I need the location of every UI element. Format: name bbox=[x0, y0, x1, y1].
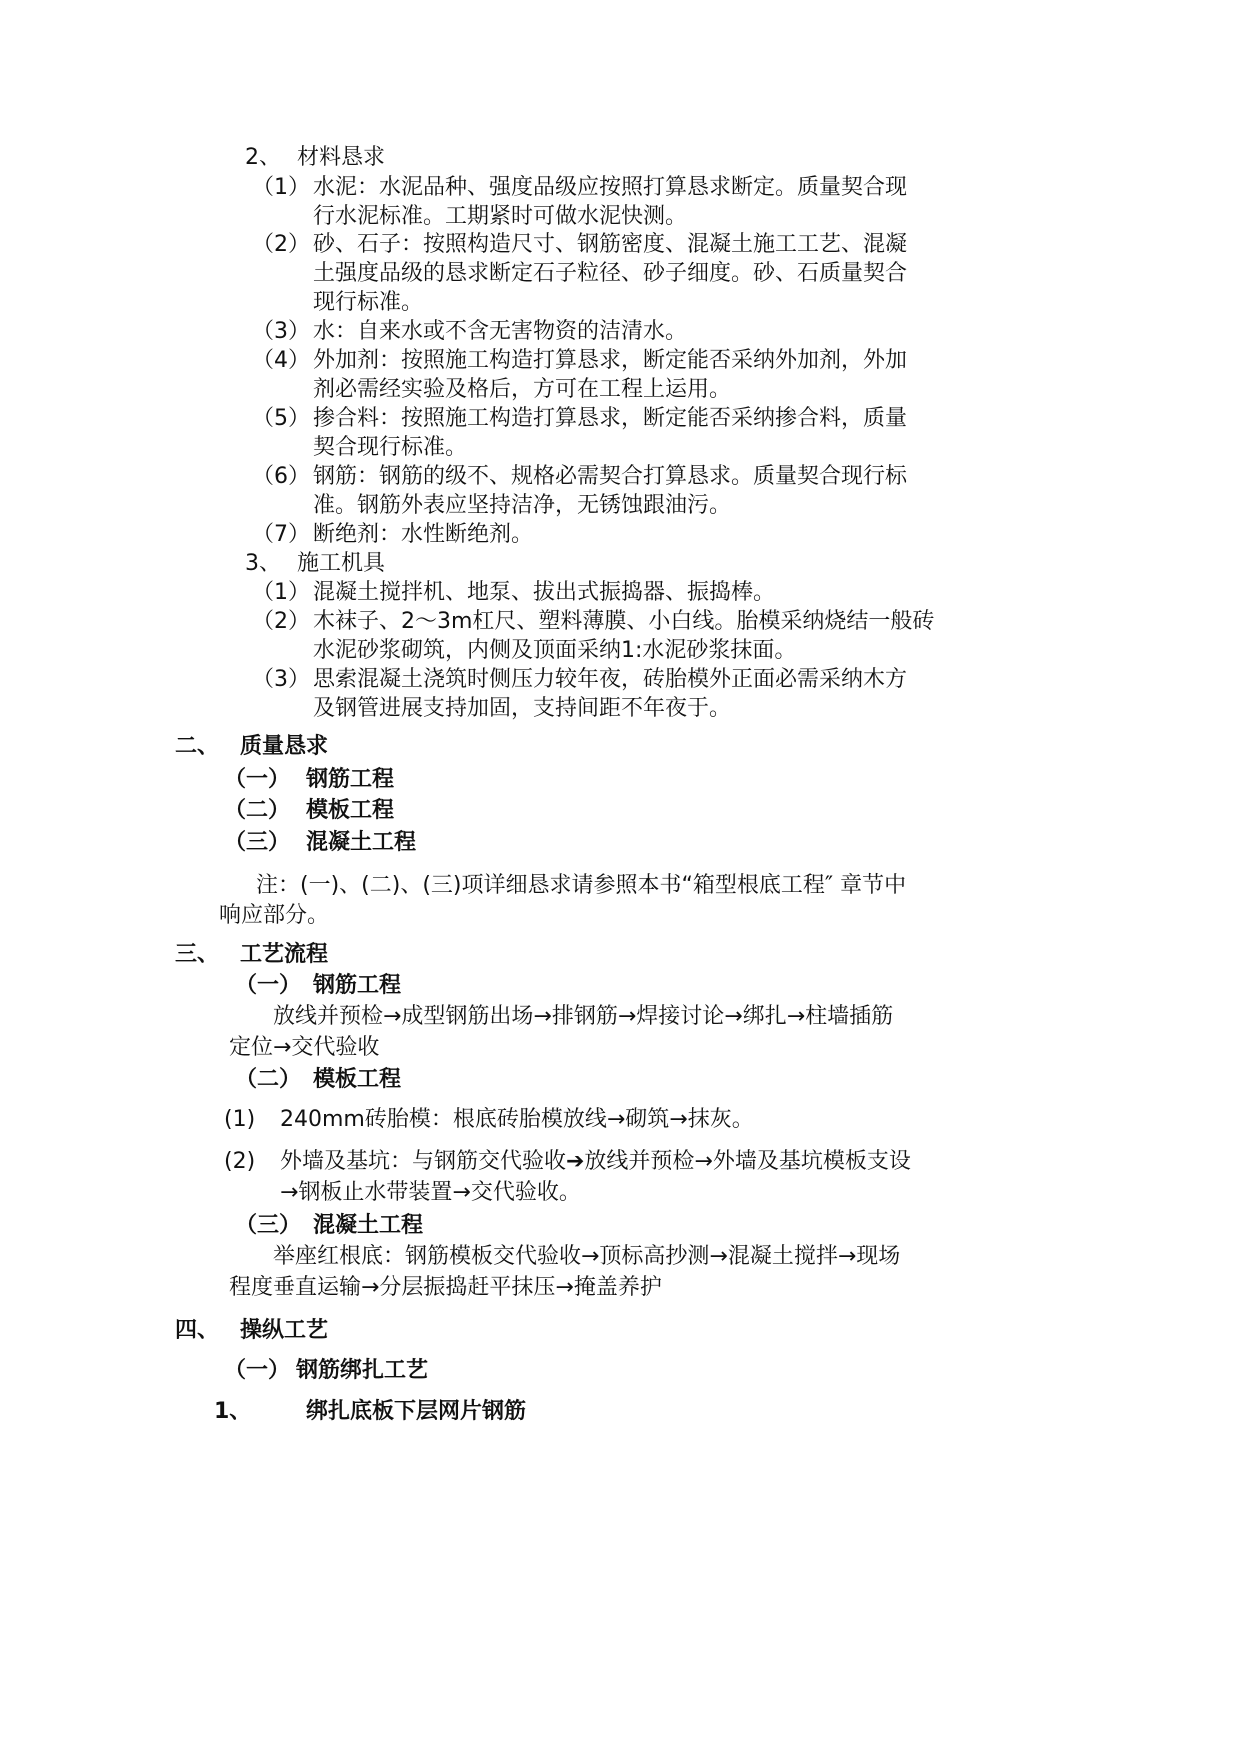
process-formwork-number: （二） bbox=[235, 1067, 302, 1092]
materials-item-text: 外加剂：按照施工构造打算恳求，断定能否采纳外加剂，外加 bbox=[313, 348, 908, 373]
process-concrete-flow: 程度垂直运输→分层振捣赶平抹压→掩盖养护 bbox=[229, 1275, 662, 1300]
process-concrete-number: （三） bbox=[235, 1213, 302, 1238]
process-concrete-flow: 举座红根底：钢筋模板交代验收→顶标高抄测→混凝土搅拌→现场 bbox=[273, 1244, 901, 1269]
materials-item-text: 剂必需经实验及格后，方可在工程上运用。 bbox=[313, 377, 732, 402]
materials-item-text: 土强度品级的恳求断定石子粒径、砂子细度。砂、石质量契合 bbox=[313, 261, 908, 286]
materials-item-text: 水：自来水或不含无害物资的洁清水。 bbox=[313, 319, 688, 344]
operation-step-label: 绑扎底板下层网片钢筋 bbox=[306, 1399, 527, 1424]
tools-item-number: （3） bbox=[252, 667, 310, 692]
process-rebar-label: 钢筋工程 bbox=[313, 973, 402, 998]
quality-item-number: （一） bbox=[224, 767, 291, 792]
process-rebar-flow: 定位→交代验收 bbox=[229, 1035, 380, 1060]
quality-note-text: 注：(一)、(二)、(三)项详细恳求请参照本书“箱型根底工程″ 章节中 bbox=[256, 873, 907, 898]
process-formwork-item-number: (2) bbox=[224, 1149, 256, 1174]
materials-item-number: （3） bbox=[252, 319, 310, 344]
tools-item-text: 思索混凝土浇筑时侧压力较年夜，砖胎模外正面必需采纳木方 bbox=[313, 667, 908, 692]
process-heading-number: 三、 bbox=[175, 942, 220, 967]
quality-heading-number: 二、 bbox=[175, 734, 220, 759]
process-heading-title: 工艺流程 bbox=[240, 942, 329, 967]
quality-item-label: 混凝土工程 bbox=[306, 830, 417, 855]
materials-heading-number: 2、 bbox=[245, 145, 281, 170]
operation-heading-number: 四、 bbox=[175, 1318, 220, 1343]
materials-item-text: 准。钢筋外表应坚持洁净，无锈蚀跟油污。 bbox=[313, 493, 732, 518]
operation-heading-title: 操纵工艺 bbox=[240, 1318, 329, 1343]
process-concrete-label: 混凝土工程 bbox=[313, 1213, 424, 1238]
materials-item-text: 断绝剂：水性断绝剂。 bbox=[313, 522, 534, 547]
tools-item-text: 水泥砂浆砌筑，内侧及顶面采纳1:水泥砂浆抹面。 bbox=[313, 638, 797, 663]
operation-sub-label: 钢筋绑扎工艺 bbox=[296, 1358, 429, 1383]
process-formwork-item-number: (1) bbox=[224, 1107, 256, 1132]
quality-heading-title: 质量恳求 bbox=[240, 734, 329, 759]
materials-item-number: （2） bbox=[252, 232, 310, 257]
materials-heading-title: 材料恳求 bbox=[297, 145, 386, 170]
tools-item-text: 混凝土搅拌机、地泵、拔出式振捣器、振捣棒。 bbox=[313, 580, 776, 605]
materials-item-number: （6） bbox=[252, 464, 310, 489]
materials-item-text: 行水泥标准。工期紧时可做水泥快测。 bbox=[313, 204, 688, 229]
materials-item-text: 砂、石子：按照构造尺寸、钢筋密度、混凝土施工工艺、混凝 bbox=[313, 232, 908, 257]
materials-item-number: （4） bbox=[252, 348, 310, 373]
materials-item-number: （5） bbox=[252, 406, 310, 431]
materials-item-number: （7） bbox=[252, 522, 310, 547]
materials-item-text: 掺合料：按照施工构造打算恳求，断定能否采纳掺合料，质量 bbox=[313, 406, 908, 431]
quality-item-number: （二） bbox=[224, 798, 291, 823]
process-formwork-item-text: →钢板止水带装置→交代验收。 bbox=[280, 1180, 581, 1205]
process-rebar-flow: 放线并预检→成型钢筋出场→排钢筋→焊接讨论→绑扎→柱墙插筋 bbox=[273, 1004, 894, 1029]
tools-item-text: 及钢管进展支持加固，支持间距不年夜于。 bbox=[313, 696, 732, 721]
materials-item-text: 钢筋：钢筋的级不、规格必需契合打算恳求。质量契合现行标 bbox=[313, 464, 908, 489]
materials-item-text: 水泥：水泥品种、强度品级应按照打算恳求断定。质量契合现 bbox=[313, 175, 908, 200]
quality-item-label: 模板工程 bbox=[306, 798, 395, 823]
operation-sub-number: （一） bbox=[224, 1358, 291, 1383]
tools-item-number: （1） bbox=[252, 580, 310, 605]
materials-item-text: 现行标准。 bbox=[313, 290, 424, 315]
process-formwork-item-text: 外墙及基坑：与钢筋交代验收➔放线并预检→外墙及基坑模板支设 bbox=[280, 1149, 911, 1174]
quality-item-label: 钢筋工程 bbox=[306, 767, 395, 792]
process-formwork-label: 模板工程 bbox=[313, 1067, 402, 1092]
quality-item-number: （三） bbox=[224, 830, 291, 855]
tools-heading-title: 施工机具 bbox=[297, 551, 386, 576]
operation-step-number: 1、 bbox=[214, 1399, 252, 1424]
process-rebar-number: （一） bbox=[235, 973, 302, 998]
process-formwork-item-text: 240mm砖胎模：根底砖胎模放线→砌筑→抹灰。 bbox=[280, 1107, 754, 1132]
tools-item-text: 木袜子、2～3m杠尺、塑料薄膜、小白线。胎模采纳烧结一般砖 bbox=[313, 609, 935, 634]
materials-item-number: （1） bbox=[252, 175, 310, 200]
quality-note-text: 响应部分。 bbox=[219, 903, 330, 928]
tools-item-number: （2） bbox=[252, 609, 310, 634]
tools-heading-number: 3、 bbox=[245, 551, 281, 576]
materials-item-text: 契合现行标准。 bbox=[313, 435, 468, 460]
